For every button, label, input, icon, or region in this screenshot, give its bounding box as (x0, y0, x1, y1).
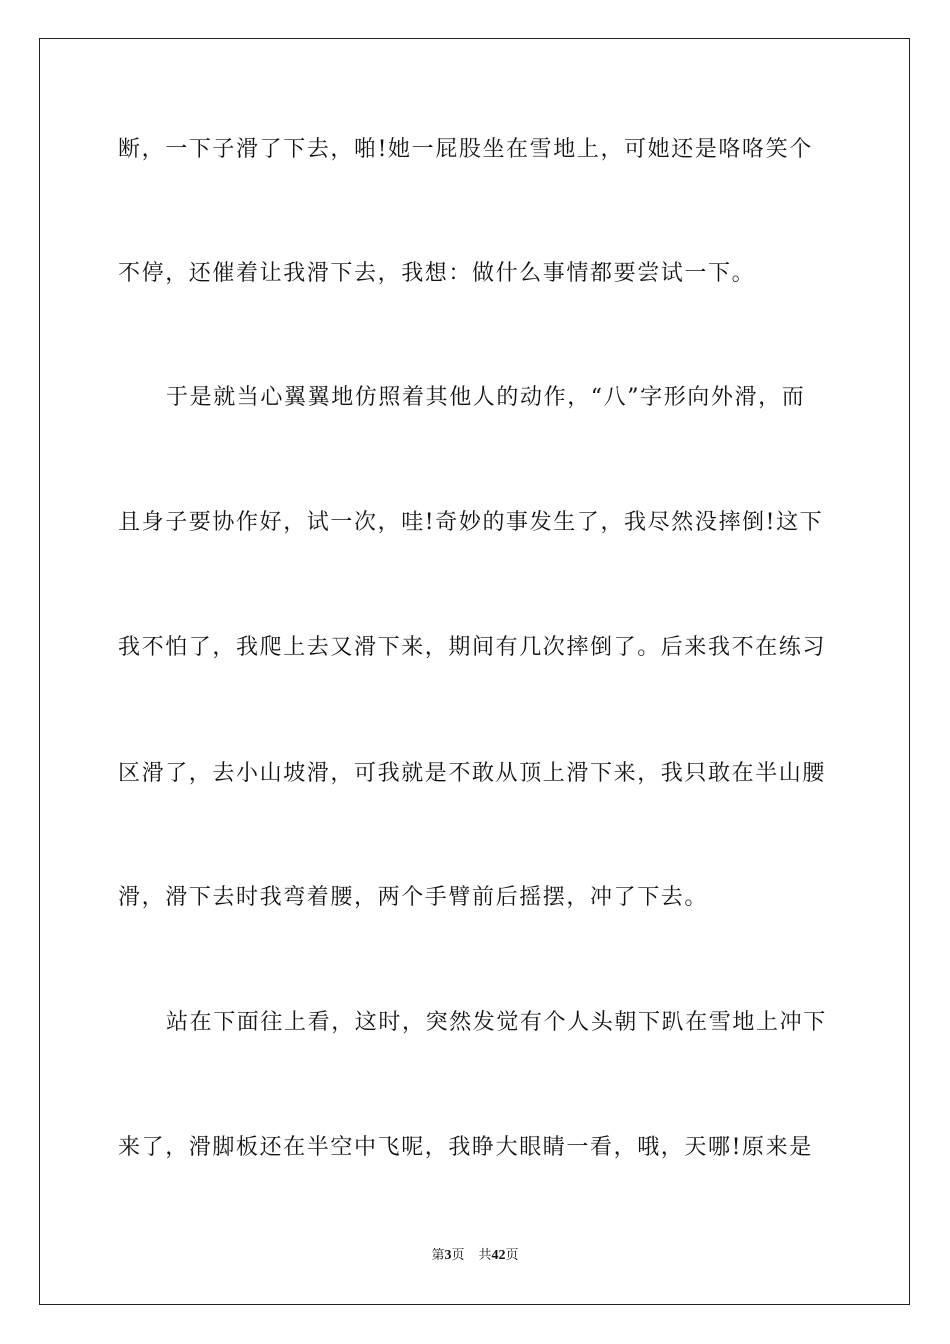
page-footer (0, 1246, 950, 1266)
total-prefix: 共 (478, 1248, 492, 1263)
page-suffix: 页 (451, 1248, 465, 1263)
page-number: 3 (444, 1248, 452, 1263)
paragraph-first-line: 于是就当心翼翼地仿照着其他人的动作，“八”字形向外滑，而 (166, 385, 806, 410)
text-line: 断，一下子滑了下去，啪!她一屁股坐在雪地上，可她还是咯咯笑个 (118, 137, 813, 162)
total-suffix: 页 (505, 1248, 519, 1263)
text-line: 来了，滑脚板还在半空中飞呢，我睁大眼睛一看，哦，天哪!原来是 (118, 1135, 813, 1160)
text-line: 不停，还催着让我滑下去，我想：做什么事情都要尝试一下。 (118, 261, 756, 286)
paragraph-first-line: 站在下面往上看，这时，突然发觉有个人头朝下趴在雪地上冲下 (166, 1010, 827, 1035)
page-prefix: 第 (431, 1248, 445, 1263)
text-line: 我不怕了，我爬上去又滑下来，期间有几次摔倒了。后来我不在练习 (118, 635, 827, 660)
text-line: 区滑了，去小山坡滑，可我就是不敢从顶上滑下来，我只敢在半山腰 (118, 761, 827, 786)
text-line: 滑，滑下去时我弯着腰，两个手臂前后摇摆，冲了下去。 (118, 885, 709, 910)
page-border (39, 38, 910, 1305)
total-pages: 42 (491, 1248, 506, 1263)
text-line: 且身子要协作好，试一次，哇!奇妙的事发生了，我尽然没摔倒!这下 (118, 510, 824, 535)
